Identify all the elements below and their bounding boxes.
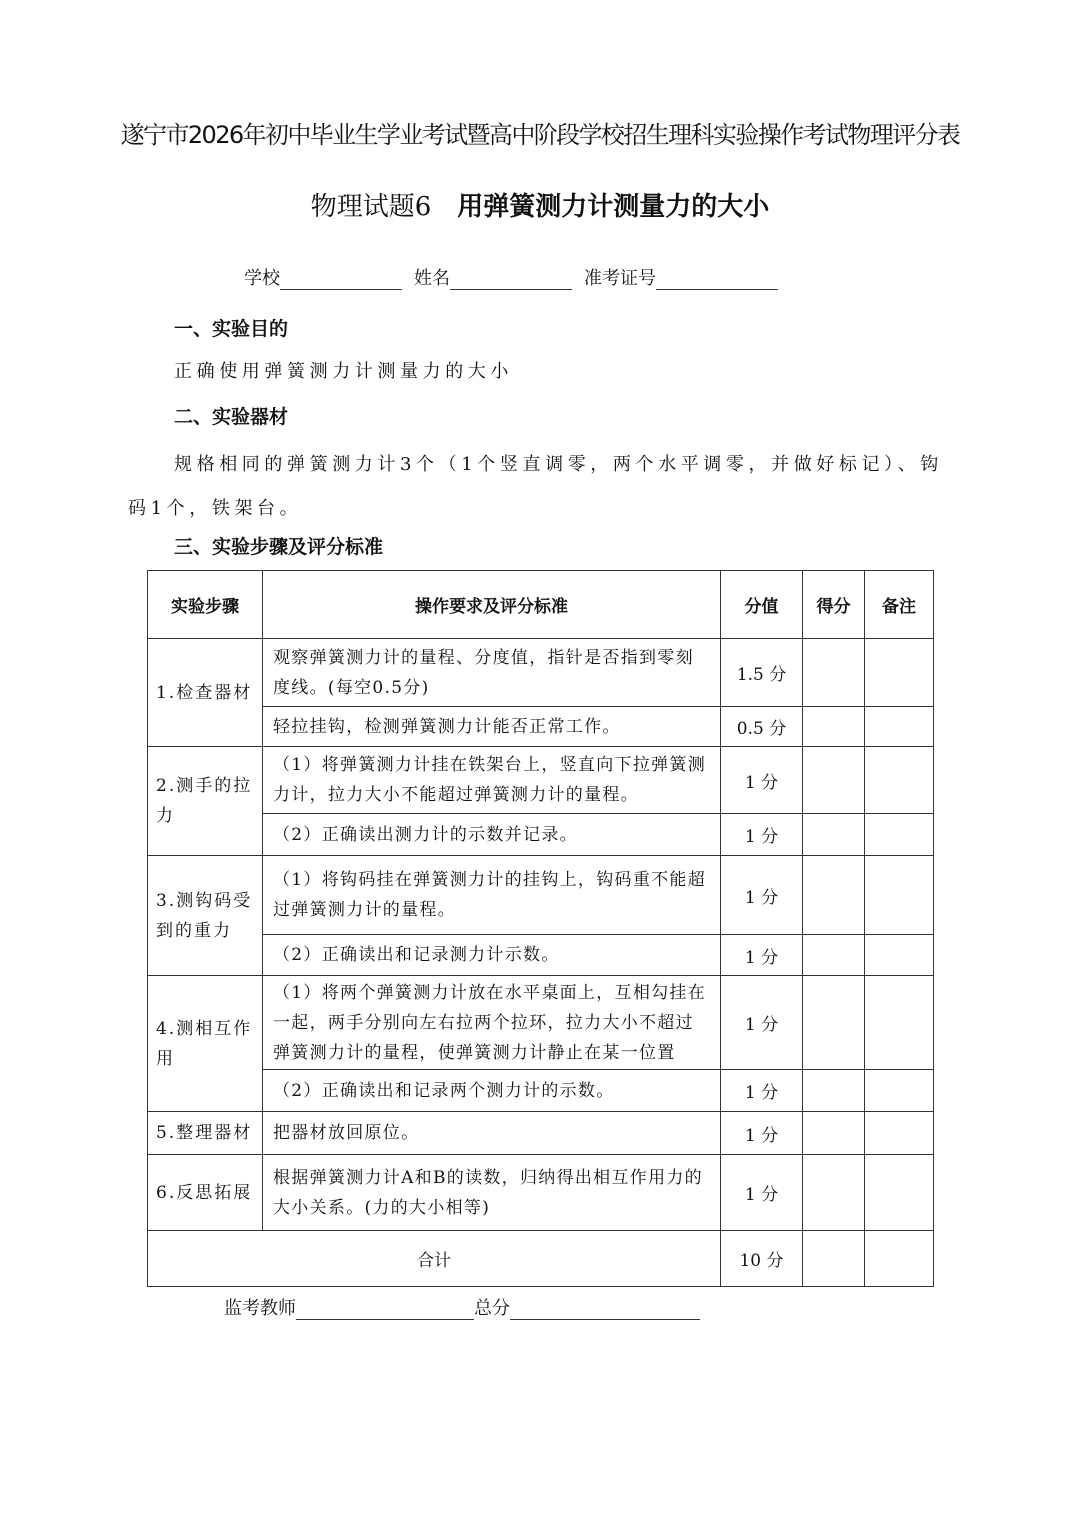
table-row (148, 856, 934, 935)
experiment-name: 用弹簧测力计测量力的大小 (457, 192, 770, 222)
score-cell[interactable] (803, 1112, 865, 1155)
total-score-field[interactable] (510, 1299, 700, 1320)
points-value: 1 分 (721, 814, 803, 856)
school-field[interactable] (280, 269, 402, 290)
experiment-title (0, 186, 1080, 223)
table-row (148, 935, 934, 976)
score-cell[interactable] (803, 1070, 865, 1112)
experiment-number: 物理试题6 (310, 192, 432, 222)
requirement-text: （1）将两个弹簧测力计放在水平桌面上，互相勾挂在一起，两手分别向左右拉两个拉环，拉力大小不超过弹簧测力计的量程，使弹簧测力计静止在某一位置 (263, 976, 721, 1070)
total-score-cell[interactable] (803, 1231, 865, 1287)
table-row (148, 1070, 934, 1112)
total-row (148, 1231, 934, 1287)
points-value: 1 分 (721, 935, 803, 976)
signature-line (224, 1294, 700, 1320)
steps-heading: 三、实验步骤及评分标准 (174, 536, 384, 558)
score-cell[interactable] (803, 814, 865, 856)
header-score: 得分 (803, 571, 865, 639)
requirement-text: （2）正确读出和记录两个测力计的示数。 (263, 1070, 721, 1112)
score-cell[interactable] (803, 935, 865, 976)
requirement-text: 把器材放回原位。 (263, 1112, 721, 1155)
points-value: 1 分 (721, 747, 803, 814)
total-score-label: 总分 (474, 1298, 510, 1319)
score-cell[interactable] (803, 976, 865, 1070)
teacher-field[interactable] (296, 1299, 474, 1320)
exam-id-field[interactable] (656, 269, 778, 290)
step-label: 1.检查器材 (148, 639, 263, 747)
remark-cell[interactable] (865, 747, 934, 814)
materials-heading: 二、实验器材 (174, 406, 289, 428)
score-cell[interactable] (803, 639, 865, 707)
requirement-text: （2）正确读出测力计的示数并记录。 (263, 814, 721, 856)
header-requirement: 操作要求及评分标准 (263, 571, 721, 639)
teacher-label: 监考教师 (224, 1298, 296, 1319)
score-cell[interactable] (803, 1155, 865, 1231)
header-remark: 备注 (865, 571, 934, 639)
total-points: 10 分 (721, 1231, 803, 1287)
requirement-text: （1）将钩码挂在弹簧测力计的挂钩上，钩码重不能超过弹簧测力计的量程。 (263, 856, 721, 935)
points-value: 1 分 (721, 976, 803, 1070)
student-info-line (244, 262, 778, 290)
points-value: 1 分 (721, 1070, 803, 1112)
total-label: 合计 (148, 1231, 721, 1287)
step-label: 4.测相互作用 (148, 976, 263, 1112)
table-row (148, 814, 934, 856)
points-value: 1 分 (721, 1155, 803, 1231)
score-cell[interactable] (803, 707, 865, 747)
remark-cell[interactable] (865, 1155, 934, 1231)
scoring-table (147, 570, 934, 1287)
requirement-text: 根据弹簧测力计A和B的读数，归纳得出相互作用力的大小关系。(力的大小相等) (263, 1155, 721, 1231)
total-remark-cell[interactable] (865, 1231, 934, 1287)
table-row (148, 976, 934, 1070)
score-cell[interactable] (803, 747, 865, 814)
table-row (148, 1112, 934, 1155)
remark-cell[interactable] (865, 1070, 934, 1112)
table-row (148, 639, 934, 707)
name-field[interactable] (450, 269, 572, 290)
purpose-text: 正确使用弹簧测力计测量力的大小 (174, 361, 513, 382)
header-points: 分值 (721, 571, 803, 639)
requirement-text: 观察弹簧测力计的量程、分度值，指针是否指到零刻度线。(每空0.5分) (263, 639, 721, 707)
exam-id-label: 准考证号 (584, 268, 656, 289)
header-step: 实验步骤 (148, 571, 263, 639)
table-row (148, 707, 934, 747)
step-label: 5.整理器材 (148, 1112, 263, 1155)
step-label: 6.反思拓展 (148, 1155, 263, 1231)
remark-cell[interactable] (865, 707, 934, 747)
requirement-text: （2）正确读出和记录测力计示数。 (263, 935, 721, 976)
document-title: 遂宁市2026年初中毕业生学业考试暨高中阶段学校招生理科实验操作考试物理评分表 (120, 121, 960, 149)
step-label: 3.测钩码受到的重力 (148, 856, 263, 976)
remark-cell[interactable] (865, 976, 934, 1070)
table-row (148, 1155, 934, 1231)
purpose-heading: 一、实验目的 (174, 318, 289, 340)
materials-text: 规格相同的弹簧测力计3个（1个竖直调零，两个水平调零，并做好标记）、钩码1个，铁架台。 (128, 454, 943, 519)
requirement-text: 轻拉挂钩，检测弹簧测力计能否正常工作。 (263, 707, 721, 747)
remark-cell[interactable] (865, 814, 934, 856)
remark-cell[interactable] (865, 856, 934, 935)
points-value: 1.5 分 (721, 639, 803, 707)
step-label: 2.测手的拉力 (148, 747, 263, 856)
table-row (148, 747, 934, 814)
points-value: 1 分 (721, 1112, 803, 1155)
table-header-row (148, 571, 934, 639)
score-cell[interactable] (803, 856, 865, 935)
requirement-text: （1）将弹簧测力计挂在铁架台上，竖直向下拉弹簧测力计，拉力大小不能超过弹簧测力计的量程。 (263, 747, 721, 814)
remark-cell[interactable] (865, 1112, 934, 1155)
points-value: 1 分 (721, 856, 803, 935)
remark-cell[interactable] (865, 935, 934, 976)
school-label: 学校 (244, 268, 280, 289)
points-value: 0.5 分 (721, 707, 803, 747)
remark-cell[interactable] (865, 639, 934, 707)
name-label: 姓名 (414, 268, 450, 289)
